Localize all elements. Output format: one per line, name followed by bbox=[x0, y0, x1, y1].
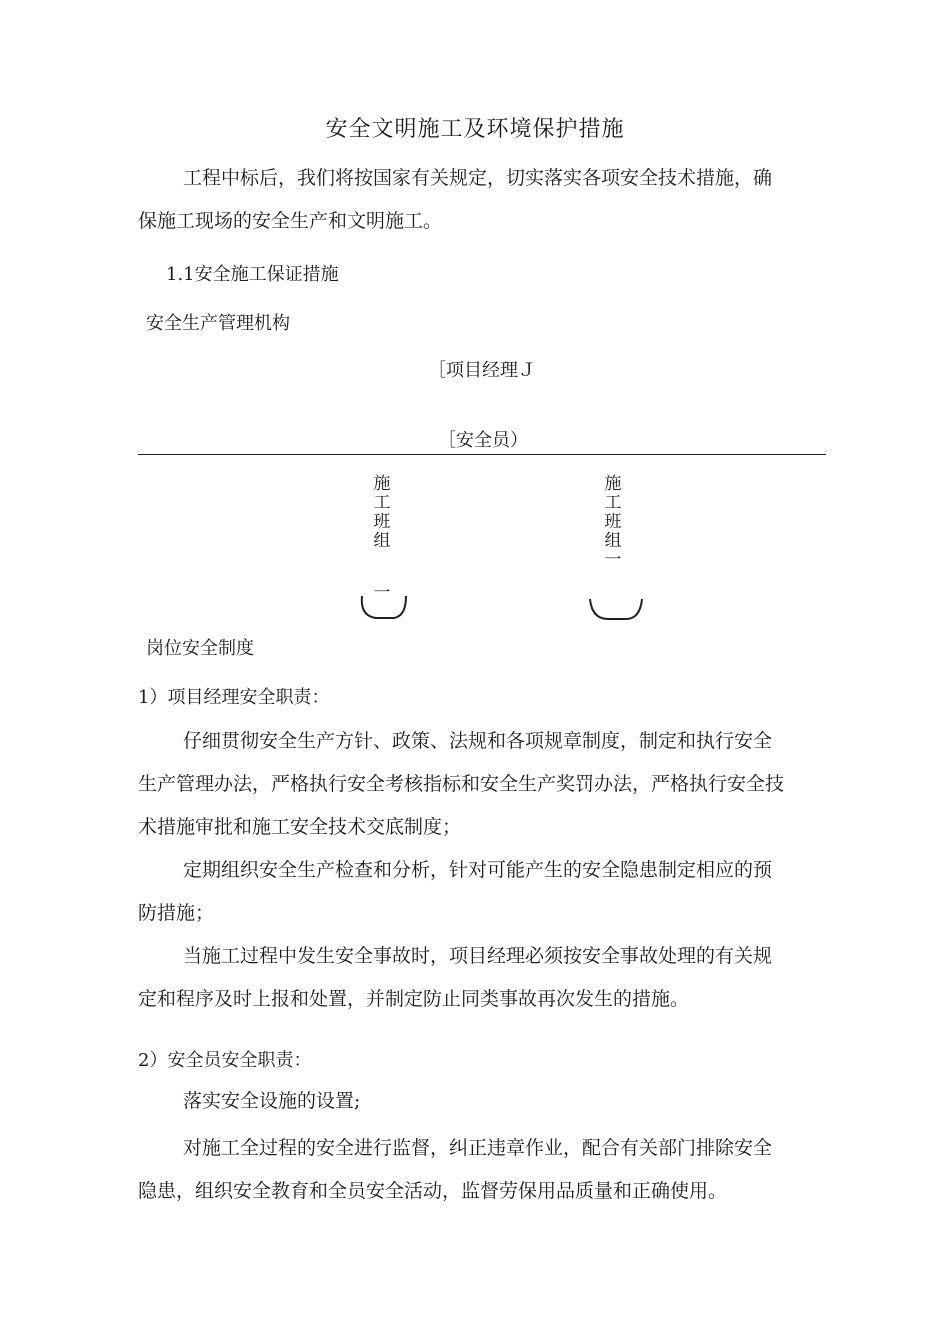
team-right-bracket bbox=[586, 595, 646, 625]
org-node-project-manager: ［项目经理Ｊ bbox=[428, 360, 536, 381]
org-node-team-right: 施工班组一 bbox=[604, 474, 622, 570]
org-node-team-left: 施工班组 bbox=[373, 474, 391, 551]
manager-duty-1-line-1: 仔细贯彻安全生产方针、政策、法规和各项规章制度，制定和执行安全 bbox=[183, 730, 773, 752]
manager-duty-3-line-1: 当施工过程中发生安全事故时，项目经理必须按安全事故处理的有关规 bbox=[183, 945, 773, 967]
section-heading-1-1: 1.1安全施工保证措施 bbox=[166, 264, 339, 285]
org-node-team-left-mark: 一 bbox=[373, 583, 391, 603]
org-node-safety-officer: ［安全员） bbox=[438, 430, 528, 451]
manager-duty-1-line-3: 术措施审批和施工安全技术交底制度； bbox=[138, 816, 462, 838]
intro-line-2: 保施工现场的安全生产和文明施工。 bbox=[138, 210, 443, 232]
manager-duties-heading: 1）项目经理安全职责： bbox=[138, 687, 330, 708]
manager-duty-2-line-1: 定期组织安全生产检查和分析，针对可能产生的安全隐患制定相应的预 bbox=[183, 859, 773, 881]
manager-duty-1-line-2: 生产管理办法，严格执行安全考核指标和安全生产奖罚办法，严格执行安全技 bbox=[138, 773, 785, 795]
manager-duty-2-line-2: 防措施； bbox=[138, 902, 215, 924]
manager-duty-3-line-2: 定和程序及时上报和处置，并制定防止同类事故再次发生的措施。 bbox=[138, 988, 690, 1010]
officer-duty-2-line-1: 对施工全过程的安全进行监督，纠正违章作业，配合有关部门排除安全 bbox=[183, 1137, 773, 1159]
officer-duty-1: 落实安全设施的设置; bbox=[183, 1090, 361, 1112]
page-title: 安全文明施工及环境保护措施 bbox=[325, 117, 625, 142]
org-heading: 安全生产管理机构 bbox=[146, 313, 290, 334]
intro-line-1: 工程中标后，我们将按国家有关规定，切实落实各项安全技术措施，确 bbox=[183, 167, 773, 189]
post-safety-heading: 岗位安全制度 bbox=[146, 638, 254, 659]
officer-duties-heading: 2）安全员安全职责： bbox=[138, 1050, 312, 1071]
officer-duty-2-line-2: 隐患，组织安全教育和全员安全活动，监督劳保用品质量和正确使用。 bbox=[138, 1180, 728, 1202]
team-left-bracket bbox=[356, 592, 412, 624]
org-chart-divider bbox=[138, 454, 826, 455]
